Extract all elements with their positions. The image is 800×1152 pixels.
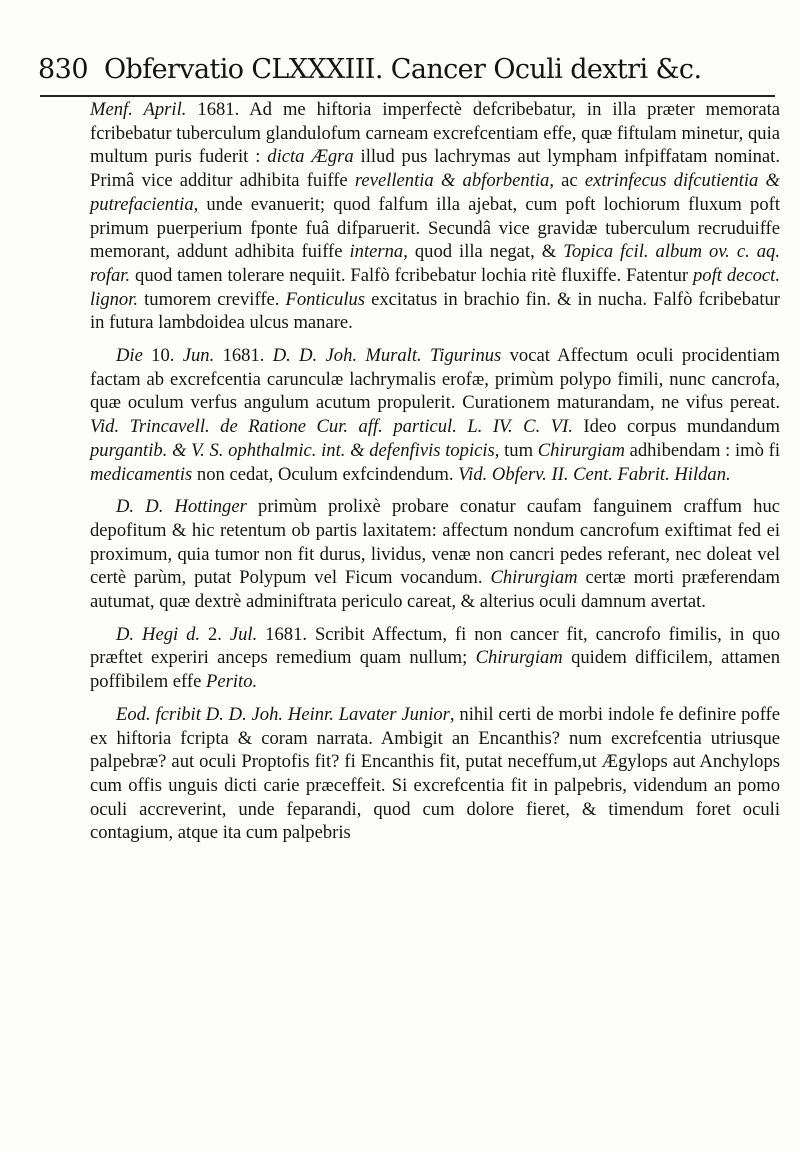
- text-run: 1681. Scribit Affectum, fi non cancer fit, cancrofo fimilis, in quo præftet experiri anceps remedium quam nullum;: [90, 623, 780, 669]
- text-run: , quod illa negat, &: [403, 241, 564, 263]
- text-run: , ac: [549, 170, 585, 192]
- text-run: , tum: [494, 439, 538, 461]
- text-run: non cedat, Oculum exfcindendum.: [192, 463, 459, 485]
- italic-run: Vid. Trincavell. de Ratione Cur. aff. particul. L. IV. C. VI.: [90, 416, 573, 438]
- italic-run: interna: [349, 241, 404, 263]
- text-run: quod tamen tolerare nequiit. Falfò fcribebatur lochia ritè fluxiffe. Fatentur: [130, 264, 693, 286]
- text-run: excitatus in brachio fin. & in nucha. Falfò fcribebatur in futura lambdoidea ulcus manare.: [90, 288, 780, 334]
- page-number: 830: [38, 54, 89, 85]
- text-run: , nihil certi de morbi indole fe definire poffe ex hiftoria fcripta & coram narrata. Ambigit an Encanthis? num excrefcentia utriusque palpebræ? aut oculi Proptofis fit? fi Encanthis fit, putat neceffum,ut Ægylops aut Anchylops cum offis unguis dicti carie præceffeit. Si excrefcentia fit in palpebris, videndum an pomo oculi accreverint, unde feparandi, quod cum dolore fieret, & timendum foret oculi contagium, atque ita cum palpebris: [90, 703, 780, 844]
- text-run: 2.: [200, 623, 230, 645]
- header-rule: [40, 95, 775, 97]
- italic-run: Vid. Obferv. II. Cent. Fabrit. Hildan.: [458, 463, 731, 485]
- italic-run: Chirurgiam: [537, 439, 625, 461]
- italic-run: Menf. April.: [90, 99, 187, 120]
- body-text: [90, 98, 780, 845]
- text-run: 1681.: [214, 345, 273, 367]
- paragraph: [90, 623, 780, 694]
- page-header: [38, 52, 778, 92]
- paragraph: [90, 495, 780, 614]
- italic-run: dicta Ægra: [267, 146, 354, 168]
- italic-run: Chirurgiam: [475, 647, 563, 669]
- italic-run: Fonticulus: [285, 288, 366, 310]
- italic-run: D. D. Hottinger: [116, 496, 247, 518]
- paragraph: [90, 703, 780, 845]
- text-run: vocat Affectum oculi procidentiam factam ab excrefcentia carunculæ lachrymalis erofæ, primùm polypo fimili, nunc cancrofa, quæ oculum verfus angulum acutum propulerit. Curationem maturandam, ne vifus pereat.: [90, 345, 780, 414]
- text-run: , unde evanuerit; quod falfum illa ajebat, cum poft lochiorum fluxum poft primum puerperium fponte fuâ difparuerit. Secundâ vice gravidæ tuberculum recruduiffe memorant, addunt adhibita fuiffe: [90, 193, 780, 263]
- text-run: quidem difficilem, attamen poffibilem effe: [90, 647, 780, 693]
- italic-run: D. Hegi d.: [116, 623, 201, 645]
- italic-run: purgantib. & V. S. ophthalmic. int. & defenfivis topicis: [90, 439, 495, 461]
- text-run: Ideo corpus mundandum: [572, 416, 781, 438]
- text-run: certæ morti præferendam autumat, quæ dextrè adminiftrata periculo careat, & alterius oculi damnum avertat.: [90, 567, 780, 613]
- paragraph: [90, 98, 780, 335]
- italic-run: D. D. Joh. Muralt. Tigurinus: [272, 345, 502, 367]
- italic-run: extrinfecus difcutientia & putrefacientia: [90, 170, 780, 215]
- italic-run: Chirurgiam: [490, 567, 578, 589]
- text-run: 1681. Ad me hiftoria imperfectè defcribebatur, in illa præter memorata fcribebatur tuberculum glandulofum carneam excrefcentiam effe, quæ fiftulam minetur, quia multum puris fuderit :: [90, 99, 780, 168]
- text-run: illud pus lachrymas aut lympham infpiffatam nominat. Primâ vice additur adhibita fuiffe: [90, 146, 780, 192]
- italic-run: revellentia & abforbentia: [354, 170, 550, 192]
- italic-run: Eod. fcribit D. D. Joh. Heinr. Lavater Junior: [116, 703, 450, 725]
- text-run: tumorem creviffe.: [138, 288, 286, 310]
- running-title: Obfervatio CLXXXIII. Cancer Oculi dextri &c.: [104, 54, 702, 85]
- italic-run: Jun.: [182, 345, 215, 367]
- italic-run: medicamentis: [90, 463, 193, 485]
- italic-run: Topica fcil. album ov. c. aq. rofar.: [90, 241, 780, 286]
- italic-run: Die: [116, 345, 143, 367]
- paragraph: [90, 344, 780, 486]
- text-run: primùm prolixè probare conatur caufam fanguinem craffum huc depofitum & hic retentum ob partis laxitatem: affectum nondum cancrofum exiftimat fed ei proximum, quia tumor non fit durus, lividus, venæ non cancri pedes referant, nec doleat vel certè parùm, putat Polypum vel Ficum vocandum.: [90, 496, 780, 589]
- italic-run: Jul.: [229, 623, 258, 645]
- text-run: 10.: [142, 345, 183, 367]
- italic-run: poft decoct. lignor.: [90, 264, 780, 310]
- italic-run: Perito.: [206, 671, 258, 693]
- text-run: adhibendam : imò fi: [624, 439, 780, 461]
